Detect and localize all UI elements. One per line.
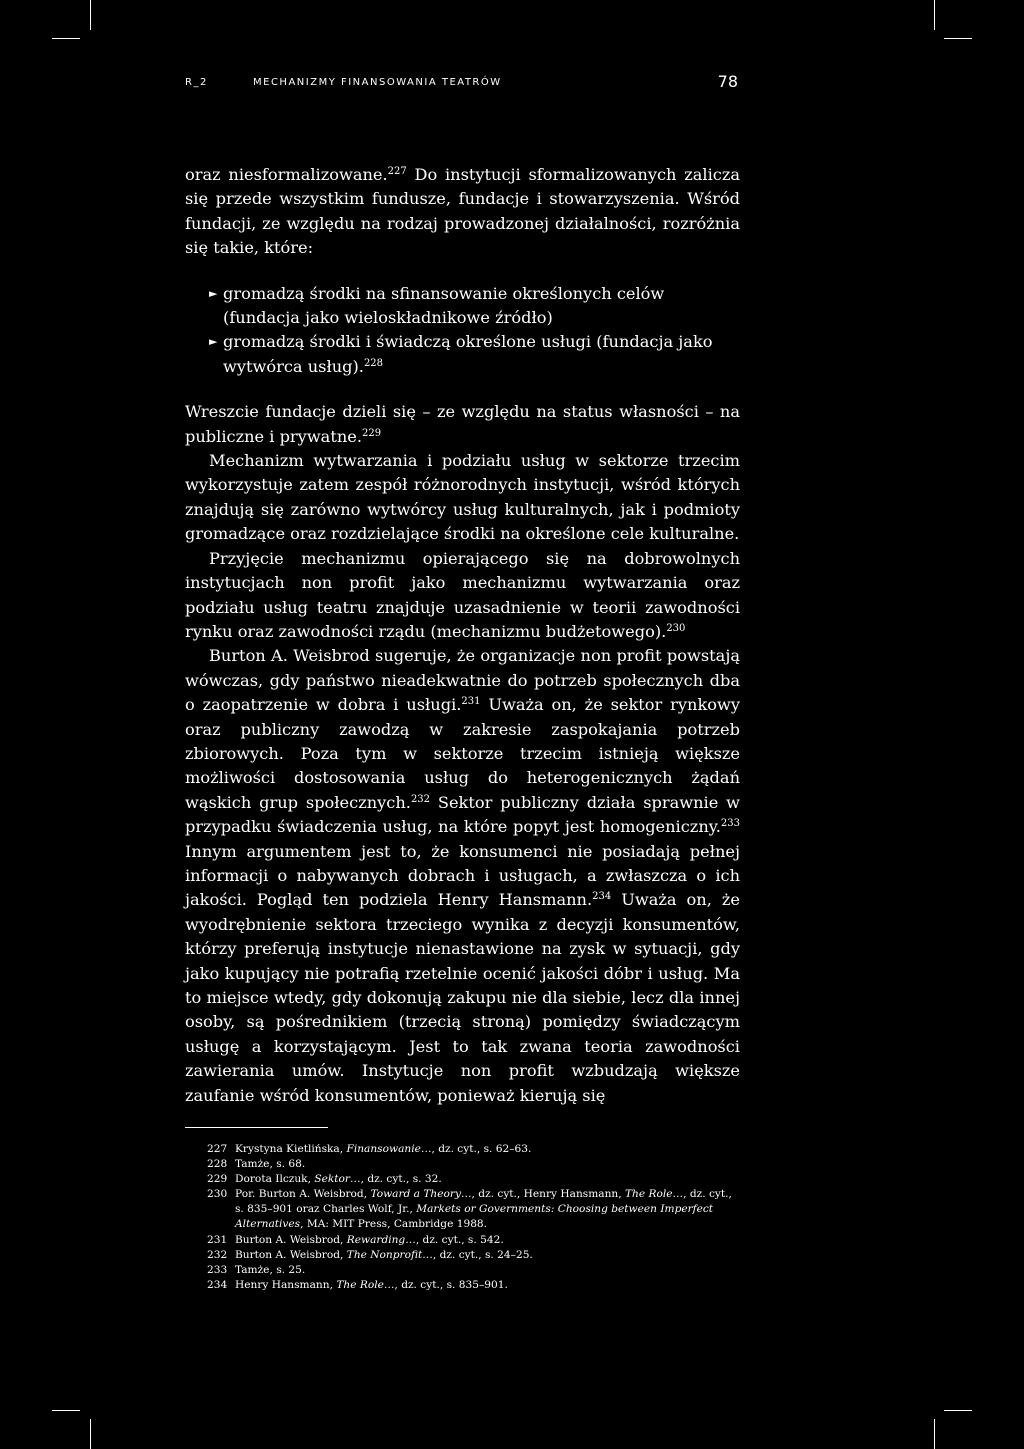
footnote-number: 234 <box>207 1278 228 1291</box>
footnote-number: 233 <box>207 1263 228 1276</box>
crop-mark <box>934 1419 935 1449</box>
footnote-number: 229 <box>207 1173 228 1186</box>
page-number: 78 <box>717 72 738 91</box>
section-label: R_2 <box>185 77 208 88</box>
footnote: 227 Krystyna Kietlińska, Finansowanie…, dz. cyt., s. 62–63. <box>207 1142 740 1157</box>
chapter-title: MECHANIZMY FINANSOWANIA TEATRÓW <box>253 77 502 88</box>
footnote-separator <box>185 1127 328 1128</box>
footnote: 231 Burton A. Weisbrod, Rewarding…, dz. cyt., s. 542. <box>207 1233 740 1248</box>
footnote-number: 230 <box>207 1188 228 1201</box>
crop-mark <box>52 1410 80 1411</box>
crop-mark <box>52 38 80 39</box>
paragraph: oraz niesformalizowane.$^{227}$ Do instytucji sformalizowanych zalicza się przede wszystkim fundusze, fundacje i stowarzyszenia. Wśród fundacji, ze względu na rodzaj prowadzonej działalności, rozróżnia się takie, które: <box>185 165 740 258</box>
footnote: 234 Henry Hansmann, The Role…, dz. cyt., s. 835–901. <box>207 1278 740 1293</box>
bullet-list <box>209 282 740 380</box>
footnote-ref[interactable]: 234 <box>592 891 612 903</box>
footnote: 229 Dorota Ilczuk, Sektor…, dz. cyt., s. 32. <box>207 1172 740 1187</box>
crop-mark <box>944 1410 972 1411</box>
footnote-ref[interactable]: 231 <box>461 696 481 708</box>
footnote-number: 228 <box>207 1158 228 1171</box>
body-text <box>185 163 740 1108</box>
footnote-ref[interactable]: 233 <box>720 818 740 830</box>
footnote: 228 Tamże, s. 68. <box>207 1157 740 1172</box>
footnote-ref[interactable]: 232 <box>410 793 431 805</box>
paragraph: Wreszcie fundacje dzieli się – ze względu na status własności – na publiczne i prywatne.$^{229}$ <box>185 402 740 446</box>
paragraph: Burton A. Weisbrod sugeruje, że organizacje non profit powstają wówczas, gdy państwo nieadekwatnie do potrzeb społecznych dba o zaopatrzenie w dobra i usługi.$^{231}$ Uważa on, że sektor rynkowy oraz publiczny zawodzą w zakresie zaspokajania potrzeb zbiorowych. Poza tym w sektorze trzecim istnieją większe możliwości dostosowania usług do heterogenicznych żądań wąskich grup społecznych.$^{232}$ Sektor publiczny działa sprawnie w przypadku świadczenia usług, na które popyt jest homogeniczny.$^{233}$ Innym argumentem jest to, że konsumenci nie posiadają pełnej informacji o nabywanych dobrach i usługach, a zwłaszcza o ich jakości. Pogląd ten podziela Henry Hansmann.$^{234}$ Uważa on, że wyodrębnienie sektora trzeciego wynika z decyzji konsumentów, którzy preferują instytucje nienastawione na zysk w sytuacji, gdy jako kupujący nie potrafią rzetelnie ocenić jakości dóbr i usług. Ma to miejsce wtedy, gdy dokonują zakupu nie dla siebie, lecz dla innej osoby, są pośrednikiem (trzecią stroną) pomiędzy świadczącym usługę a korzystającym. Jest to tak zwana teoria zawodności zawierania umów. Instytucje non profit wzbudzają większe zaufanie wśród konsumentów, ponieważ kierują się <box>185 646 741 1105</box>
footnote: 232 Burton A. Weisbrod, The Nonprofit…, dz. cyt., s. 24–25. <box>207 1248 740 1263</box>
footnote-number: 227 <box>207 1143 228 1155</box>
footnote-number: 231 <box>207 1233 228 1246</box>
footnote: 230 Por. Burton A. Weisbrod, Toward a Theory…, dz. cyt., Henry Hansmann, The Role…, dz. cyt., s. 835–901 oraz Charles Wolf, Jr., Markets or Governments: Choosing between Imperfect Alternatives, MA: MIT Press, Cambridge 1988. <box>207 1188 732 1231</box>
list-item: ► gromadzą środki i świadczą określone usługi (fundacja jako wytwórca usług).$^{228}$ <box>209 332 713 376</box>
triangle-bullet-icon: ► <box>209 286 218 300</box>
footnote: 233 Tamże, s. 25. <box>207 1263 740 1278</box>
list-item: ► gromadzą środki na sfinansowanie określonych celów (fundacja jako wieloskładnikowe źródło) <box>209 283 665 328</box>
triangle-bullet-icon: ► <box>209 335 218 349</box>
crop-mark <box>90 1419 91 1449</box>
paragraph: Przyjęcie mechanizmu opierającego się na dobrowolnych instytucjach non profit jako mechanizmu wytwarzania oraz podziału usług teatru znajduje uzasadnienie w teorii zawodności rynku oraz zawodności rządu (mechanizmu budżetowego).$^{230}$ <box>185 548 740 641</box>
crop-mark <box>934 0 935 30</box>
footnote-ref[interactable]: 228 <box>363 357 384 369</box>
footnote-ref[interactable]: 227 <box>387 166 407 177</box>
footnote-ref[interactable]: 229 <box>361 427 382 439</box>
paragraph: Mechanizm wytwarzania i podziału usług w sektorze trzecim wykorzystuje zatem zespół różnorodnych instytucji, wśród których znajdują się zarówno wytwórcy usług kulturalnych, jak i podmioty gromadzące oraz rozdzielające środki na określone cele kulturalne. <box>185 451 740 544</box>
footnote-ref[interactable]: 230 <box>666 622 686 634</box>
footnotes <box>207 1142 740 1293</box>
crop-mark <box>944 38 972 39</box>
footnote-number: 232 <box>207 1248 228 1261</box>
running-header <box>185 74 740 94</box>
crop-mark <box>90 0 91 30</box>
